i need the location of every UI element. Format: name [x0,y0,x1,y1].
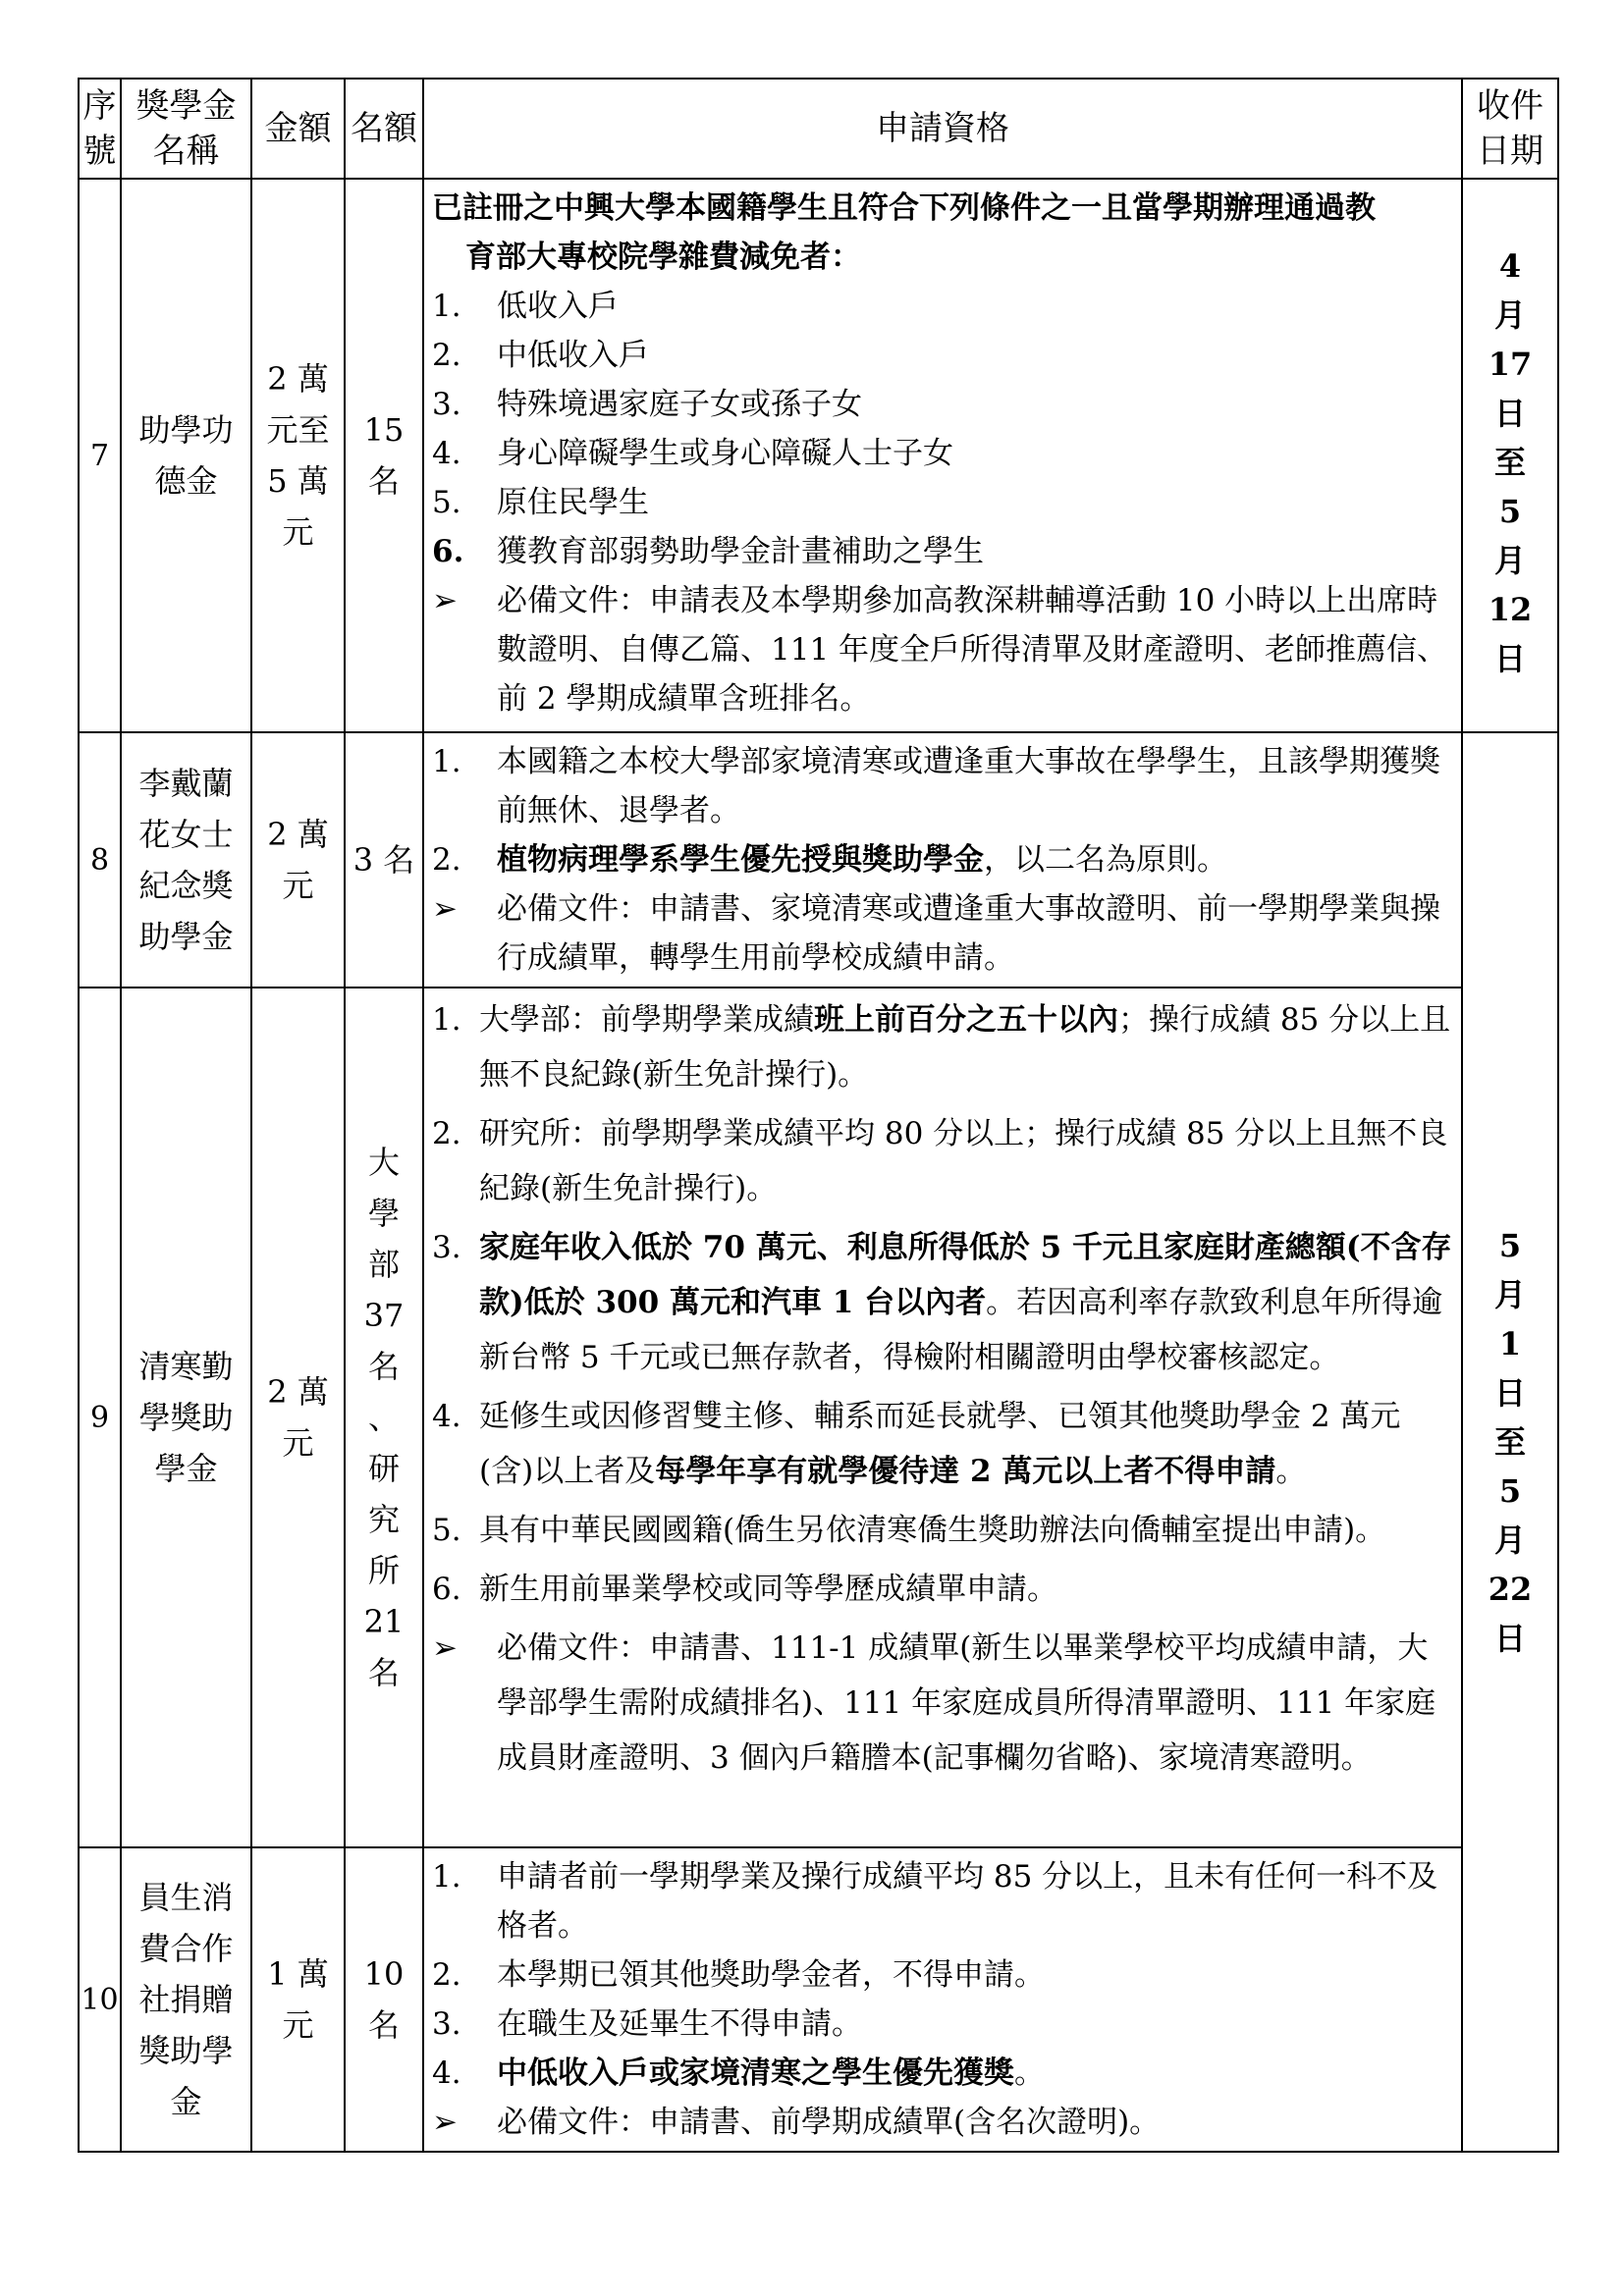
scholarship-name: 清寒勤 學獎助 學金 [121,988,251,1847]
header-date: 收件 日期 [1462,79,1558,179]
scholarship-name: 李戴蘭 花女士 紀念獎 助學金 [121,732,251,988]
table-row [79,988,1558,1847]
header-eligibility: 申請資格 [423,79,1462,179]
eligibility-cell [423,1847,1462,2152]
table-row [79,732,1558,988]
scholarship-quota: 15 名 [345,179,423,732]
header-index: 序 號 [79,79,121,179]
row-index: 10 [79,1847,121,2152]
list-item: 1. 申請者前一學期學業及操行成績平均 85 分以上，且未有任何一科不及格者。 [432,1859,1438,1944]
list-item: 1. 本國籍之本校大學部家境清寒或遭逢重大事故在學學生，且該學期獲獎前無休、退學者。 [432,744,1440,828]
scholarship-table [78,78,1559,2153]
scholarship-name: 助學功 德金 [121,179,251,732]
list-item: 5. 具有中華民國國籍(僑生另依清寒僑生獎助辦法向僑輔室提出申請)。 [432,1513,1386,1548]
list-item: 6. 獲教育部弱勢助學金計畫補助之學生 [432,534,984,569]
table-row [79,179,1558,732]
scholarship-quota: 大 學 部 37 名 、 研 究 所 21 名 [345,988,423,1847]
eligibility-intro: 已註冊之中興大學本國籍學生且符合下列條件之一且當學期辦理通過教 育部大專校院學雜費減免者： [432,190,1376,275]
eligibility-cell [423,988,1462,1847]
submission-date: 5 月 1 日 至 5 月 22 日 [1462,732,1558,2152]
scholarship-quota: 3 名 [345,732,423,988]
scholarship-amount: 1 萬 元 [251,1847,345,2152]
list-item: 4. 延修生或因修習雙主修、輔系而延長就學、已領其他獎助學金 2 萬元(含)以上者及每學年享有就學優待達 2 萬元以上者不得申請。 [432,1399,1401,1489]
list-item: 5. 原住民學生 [432,485,649,520]
scholarship-amount: 2 萬 元 [251,988,345,1847]
list-item: 4. 中低收入戶或家境清寒之學生優先獲獎。 [432,2056,1045,2091]
required-documents: ➢ 必備文件：申請書、111-1 成績單(新生以畢業學校平均成績申請，大學部學生需附成績排名)、111 年家庭成員所得清單證明、111 年家庭成員財產證明、3 個內戶籍謄本(記事欄勿省略)、家境清寒證明。 [432,1630,1436,1776]
list-item: 2. 植物病理學系學生優先授與獎助學金，以二名為原則。 [432,842,1227,878]
scholarship-amount: 2 萬 元 [251,732,345,988]
scholarship-quota: 10 名 [345,1847,423,2152]
list-item: 2. 本學期已領其他獎助學金者，不得申請。 [432,1957,1045,1993]
eligibility-cell [423,179,1462,732]
header-quota: 名額 [345,79,423,179]
list-item: 4. 身心障礙學生或身心障礙人士子女 [432,436,953,471]
row-index: 9 [79,988,121,1847]
row-index: 8 [79,732,121,988]
submission-date: 4 月 17 日 至 5 月 12 日 [1462,179,1558,732]
row-index: 7 [79,179,121,732]
scholarship-amount: 2 萬 元至 5 萬 元 [251,179,345,732]
required-documents: ➢ 必備文件：申請表及本學期參加高教深耕輔導活動 10 小時以上出席時數證明、自傳乙篇、111 年度全戶所得清單及財產證明、老師推薦信、前 2 學期成績單含班排名。 [432,583,1448,717]
list-item: 6. 新生用前畢業學校或同等學歷成績單申請。 [432,1572,1057,1607]
scholarship-name: 員生消 費合作 社捐贈 獎助學 金 [121,1847,251,2152]
table-row [79,1847,1558,2152]
list-item: 1. 大學部：前學期學業成績班上前百分之五十以內；操行成績 85 分以上且無不良紀錄(新生免計操行)。 [432,1002,1451,1093]
list-item: 2. 研究所：前學期學業成績平均 80 分以上；操行成績 85 分以上且無不良紀錄(新生免計操行)。 [432,1116,1448,1206]
required-documents: ➢ 必備文件：申請書、前學期成績單(含名次證明)。 [432,2105,1161,2140]
header-row [79,79,1558,179]
list-item: 3. 特殊境遇家庭子女或孫子女 [432,387,862,422]
list-item: 3. 家庭年收入低於 70 萬元、利息所得低於 5 千元且家庭財產總額(不含存款)低於 300 萬元和汽車 1 台以內者。若因高利率存款致利息年所得逾新台幣 5 千元或已無存款者，得檢附相關證明由學校審核認定。 [432,1230,1452,1375]
header-amount: 金額 [251,79,345,179]
required-documents: ➢ 必備文件：申請書、家境清寒或遭逢重大事故證明、前一學期學業與操行成績單，轉學生用前學校成績申請。 [432,891,1440,976]
eligibility-cell [423,732,1462,988]
header-name: 獎學金 名稱 [121,79,251,179]
list-item: 1. 低收入戶 [432,289,619,324]
list-item: 2. 中低收入戶 [432,338,649,373]
list-item: 3. 在職生及延畢生不得申請。 [432,2006,862,2042]
